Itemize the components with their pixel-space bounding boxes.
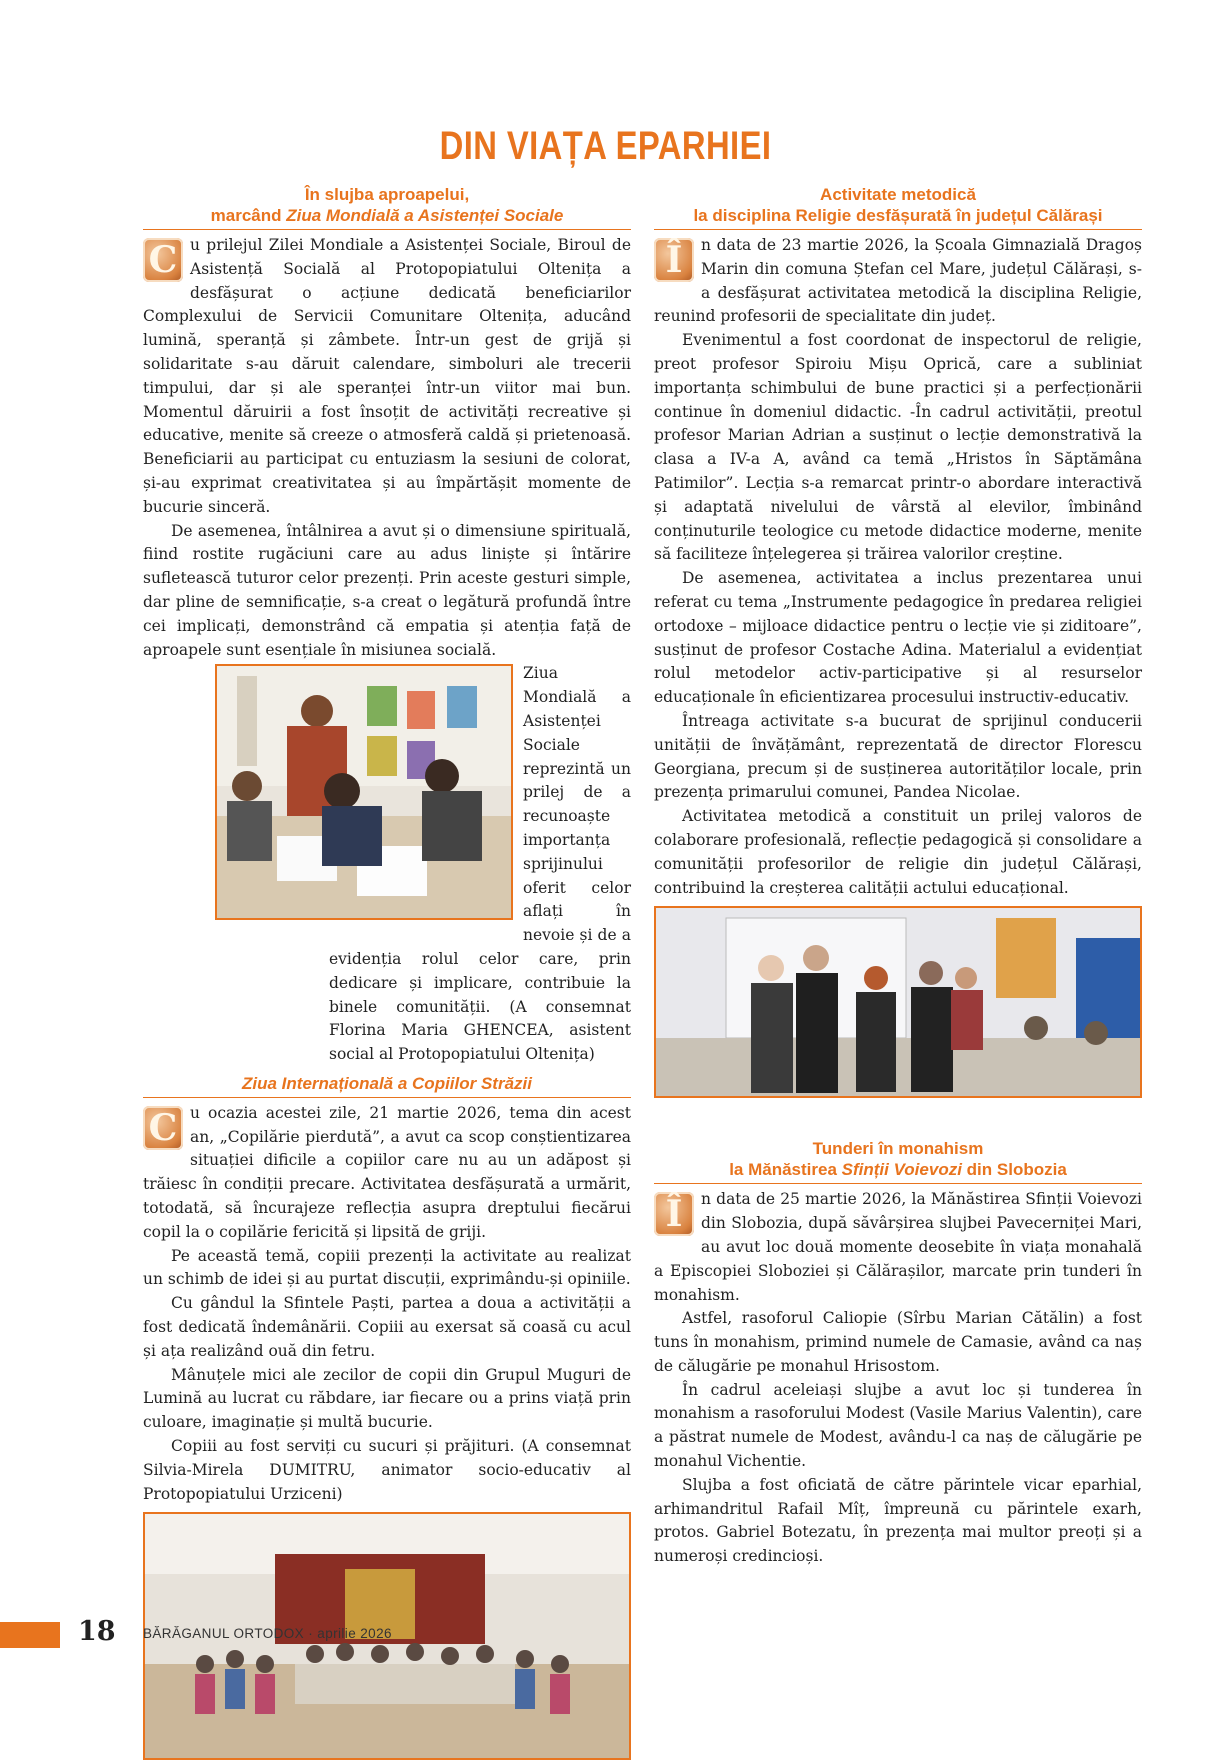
article2-title: Ziua Internațională a Copiilor Străzii bbox=[143, 1073, 631, 1098]
social-assistance-photo bbox=[215, 664, 513, 920]
right-column bbox=[654, 184, 1142, 1569]
article1-body-cont: Ziua Mondială a Asistenței Sociale reprezintă un prilej de a recunoaște importanța sprijinului oferit celor aflați în nevoie și de a evidenția rolul celor care, prin dedicare și implicare, contribuie la binele comunității. (A consemnat Florina Maria GHENCEA, asistent social al Protopopiatului Oltenița) bbox=[143, 662, 631, 1067]
classroom-image bbox=[656, 908, 1140, 1096]
article3-title: Activitate metodică la disciplina Religie desfășurată în județul Călărași bbox=[654, 184, 1142, 230]
article3-body: Î n data de 23 martie 2026, la Școala Gimnazială Dragoș Marin din comuna Ștefan cel Mare, județul Călărași, s-a desfășurat activitatea metodică la disciplina Religie, reunind profesorii de specialitate din județ. Evenimentul a fost coordonat de inspectorul de religie, preot profesor Spiroiu Mișu Oprică, care a subliniat importanța schimbului de bune practici și a perfecționării continue în domeniul didactic. -În cadrul activității, preotul profesor Marian Adrian a susținut o lecție demonstrativă la clasa a IV-a A, având ca temă „Hristos în Săptămâna Patimilor”. Lecția s-a remarcat printr-o abordare interactivă și adaptată nivelului de vârstă al elevilor, îmbinând conținuturile teologice cu metode didactice moderne, menite să faciliteze înțelegerea și trăirea valorilor creștine. De asemenea, activitatea a inclus prezentarea unui referat cu tema „Instrumente pedagogice în predarea religiei ortodoxe – mijloace didactice pentru o lecție vie și ziditoare”, susținut de profesor Costache Adina. Materialul a evidențiat rolul metodelor activ-participative și al resurselor educaționale în eficientizarea procesului instructiv-educativ. Întreaga activitate s-a bucurat de sprijinul conducerii unității de învățământ, reprezentată de director Florescu Georgiana, precum și de susținerea autorităților locale, prin prezența primarului comunei, Pandea Nicolae. Activitatea metodică a constituit un prilej valoros de colaborare profesională, reflecție pedagogică și consolidare a comunității profesorilor de religie din județul Călărași, contribuind la creșterea calității actului educațional. bbox=[654, 236, 1142, 897]
left-column bbox=[143, 184, 631, 1760]
dropcap: C bbox=[143, 1106, 183, 1150]
page-number: 18 bbox=[78, 1616, 116, 1647]
article4-body: Î n data de 25 martie 2026, la Mănăstirea Sfinții Voievozi din Slobozia, după săvârșirea slujbei Pavecerniței Mari, au avut loc două momente deosebite în viața monahală a Episcopiei Sloboziei și Călărașilor, marcate prin tunderi în monahism. Astfel, rasoforul Caliopie (Sîrbu Marian Cătălin) a fost tuns în monahism, primind numele de Camasie, având ca naș de călugărie pe monahul Hrisostom. În cadrul aceleiași slujbe a avut loc și tunderea în monahism a rasoforului Modest (Vasile Marius Valentin), care a păstrat numele de Modest, avându-l ca naș de călugărie pe monahul Vichentie. Slujba a fost oficiată de către părintele vicar eparhial, arhimandritul Rafail Mîț, împreună cu părintele exarh, protos. Gabriel Botezatu, în prezența mai multor preoți și a numeroși credincioși. bbox=[654, 1190, 1142, 1566]
article1-title: În slujba aproapelui, marcând Ziua Mondială a Asistenței Sociale bbox=[143, 184, 631, 230]
dropcap: Î bbox=[654, 238, 694, 282]
dropcap: C bbox=[143, 238, 183, 282]
methodical-activity-photo bbox=[654, 906, 1142, 1098]
article1-body: C u prilejul Zilei Mondiale a Asistenței Sociale, Biroul de Asistență Socială al Protopopiatului Oltenița a desfășurat o acțiune dedicată beneficiarilor Complexului de Servicii Comunitare Oltenița, aducând lumină, speranță și zâmbete. Într-un gest de grijă și solidaritate s-au dăruit calendare, simboluri ale trecerii timpului, dar și ale speranței într-un viitor mai bun. Momentul dăruirii a fost însoțit de activități recreative și educative, menite să creeze o atmosferă caldă și prietenoasă. Beneficiarii au participat cu entuziasm la sesiuni de colorat, și-au exprimat creativitatea și au împărtășit momente de bucurie sinceră. De asemenea, întâlnirea a avut și o dimensiune spirituală, fiind rostite rugăciuni care au adus liniște și întărire sufletească tuturor celor prezenți. Prin aceste gesturi simple, dar pline de semnificație, s-a creat o legătură profundă între cei implicați, demonstrând că empatia și atenția față de aproapele sunt esențiale în misiunea socială. bbox=[143, 236, 631, 659]
dropcap: Î bbox=[654, 1192, 694, 1236]
publication-line: BĂRĂGANUL ORTODOX · aprilie 2026 bbox=[143, 1626, 392, 1641]
page-title: DIN VIAȚA EPARHIEI bbox=[439, 124, 772, 168]
children-coloring-image bbox=[217, 666, 511, 918]
article4-title: Tunderi în monahism la Mănăstirea Sfinții Voievozi din Slobozia bbox=[654, 1138, 1142, 1184]
footer-accent-bar bbox=[0, 1622, 60, 1648]
article2-body: C u ocazia acestei zile, 21 martie 2026, tema din acest an, „Copilărie pierdută”, a avut ca scop conștientizarea situației dificile a copiilor care nu au un adăpost și trăiesc în condiții precare. Activitatea desfășurată a urmărit, totodată, să încurajeze reflecția asupra dreptului fiecărui copil la o copilărie fericită și lipsită de griji. Pe această temă, copiii prezenți la activitate au realizat un schimb de idei și au purtat discuții, exprimându-și opiniile. Cu gândul la Sfintele Paști, partea a doua a activității a fost dedicată îndemânării. Copiii au exersat să coasă cu acul și ața realizând ouă din fetru. Mânuțele mici ale zecilor de copii din Grupul Muguri de Lumină au lucrat cu răbdare, iar fiecare ou a prins viață prin culoare, imaginație și multă bucurie. Copiii au fost serviți cu sucuri și prăjituri. (A consemnat Silvia-Mirela DUMITRU, animator socio-educativ al Protopopiatului Urziceni) bbox=[143, 1103, 631, 1503]
